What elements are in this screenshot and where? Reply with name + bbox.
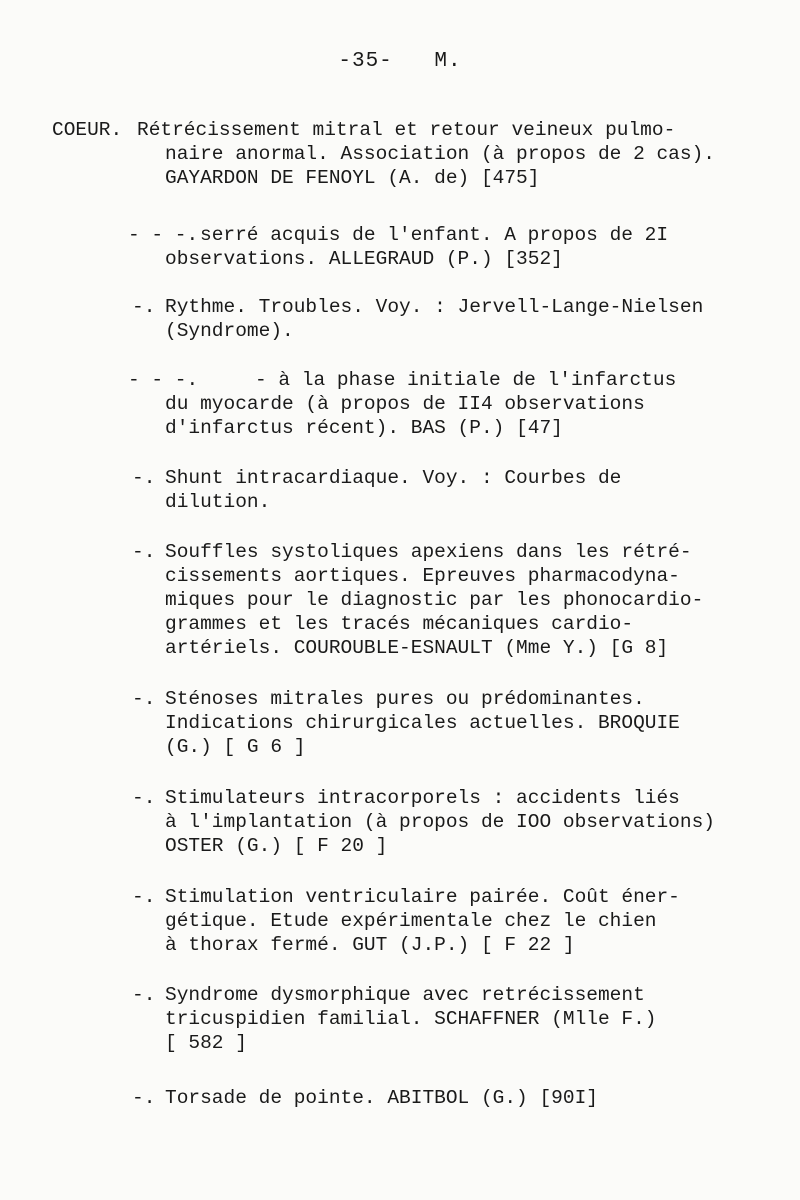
index-entry <box>165 540 703 660</box>
index-entry <box>165 885 680 957</box>
entry-line: - à la phase initiale de l'infarctus <box>255 369 677 391</box>
entry-line: Rétrécissement mitral et retour veineux pulmo- <box>137 119 676 141</box>
entry-line: à l'implantation (à propos de IOO observations) <box>165 811 715 833</box>
page-number: -35- <box>338 50 393 73</box>
entry-line: cissements aortiques. Epreuves pharmacodyna- <box>165 565 680 587</box>
entry-lead: -. <box>132 541 156 563</box>
index-entry <box>165 466 621 514</box>
index-entry <box>165 223 669 271</box>
entry-line: tricuspidien familial. SCHAFFNER (Mlle F.) <box>165 1008 657 1030</box>
entry-line: OSTER (G.) [ F 20 ] <box>165 835 388 857</box>
index-entry <box>165 786 715 858</box>
page-header <box>0 50 800 73</box>
entry-line: naire anormal. Association (à propos de 2 cas). <box>165 143 715 165</box>
entry-line: dilution. <box>165 491 271 513</box>
entry-line: (G.) [ G 6 ] <box>165 736 306 758</box>
index-letter: M. <box>434 50 462 73</box>
entry-line: à thorax fermé. GUT (J.P.) [ F 22 ] <box>165 934 575 956</box>
entry-line: (Syndrome). <box>165 320 294 342</box>
index-entry <box>165 295 703 343</box>
index-entry <box>165 1086 598 1110</box>
entry-lead: -. <box>132 688 156 710</box>
entry-line: GAYARDON DE FENOYL (A. de) [475] <box>165 167 540 189</box>
index-entry <box>165 368 677 440</box>
entry-line: Rythme. Troubles. Voy. : Jervell-Lange-Nielsen <box>165 296 704 318</box>
entry-lead: -. <box>132 984 156 1006</box>
entry-line: miques pour le diagnostic par les phonocardio- <box>165 589 704 611</box>
entry-lead: -. <box>132 886 156 908</box>
entry-lead: -. <box>132 296 156 318</box>
entry-line: du myocarde (à propos de II4 observations <box>165 393 645 415</box>
index-entry <box>165 687 680 759</box>
index-heading: COEUR. <box>52 119 123 141</box>
entry-line: grammes et les tracés mécaniques cardio- <box>165 613 634 635</box>
entry-line: artériels. COUROUBLE-ESNAULT (Mme Y.) [G 8] <box>165 637 669 659</box>
entry-line: [ 582 ] <box>165 1032 247 1054</box>
entry-lead: -. <box>132 467 156 489</box>
entry-lead: -. <box>132 1087 156 1109</box>
entry-line: serré acquis de l'enfant. A propos de 2I <box>200 224 669 246</box>
entry-line: Stimulateurs intracorporels : accidents liés <box>165 787 680 809</box>
entry-line: gétique. Etude expérimentale chez le chien <box>165 910 657 932</box>
entry-line: d'infarctus récent). BAS (P.) [47] <box>165 417 563 439</box>
entry-line: Souffles systoliques apexiens dans les rétré- <box>165 541 692 563</box>
entry-line: Sténoses mitrales pures ou prédominantes. <box>165 688 645 710</box>
entry-line: Stimulation ventriculaire pairée. Coût éner- <box>165 886 680 908</box>
entry-line: observations. ALLEGRAUD (P.) [352] <box>165 248 563 270</box>
index-entry <box>165 983 656 1055</box>
index-entry <box>137 118 715 190</box>
entry-lead: - - -. <box>128 224 199 246</box>
entry-line: Torsade de pointe. ABITBOL (G.) [90I] <box>165 1087 598 1109</box>
entry-line: Syndrome dysmorphique avec retrécissement <box>165 984 645 1006</box>
entry-lead: - - -. <box>128 369 199 391</box>
entry-line: Shunt intracardiaque. Voy. : Courbes de <box>165 467 622 489</box>
entry-line: Indications chirurgicales actuelles. BROQUIE <box>165 712 680 734</box>
entry-lead: -. <box>132 787 156 809</box>
